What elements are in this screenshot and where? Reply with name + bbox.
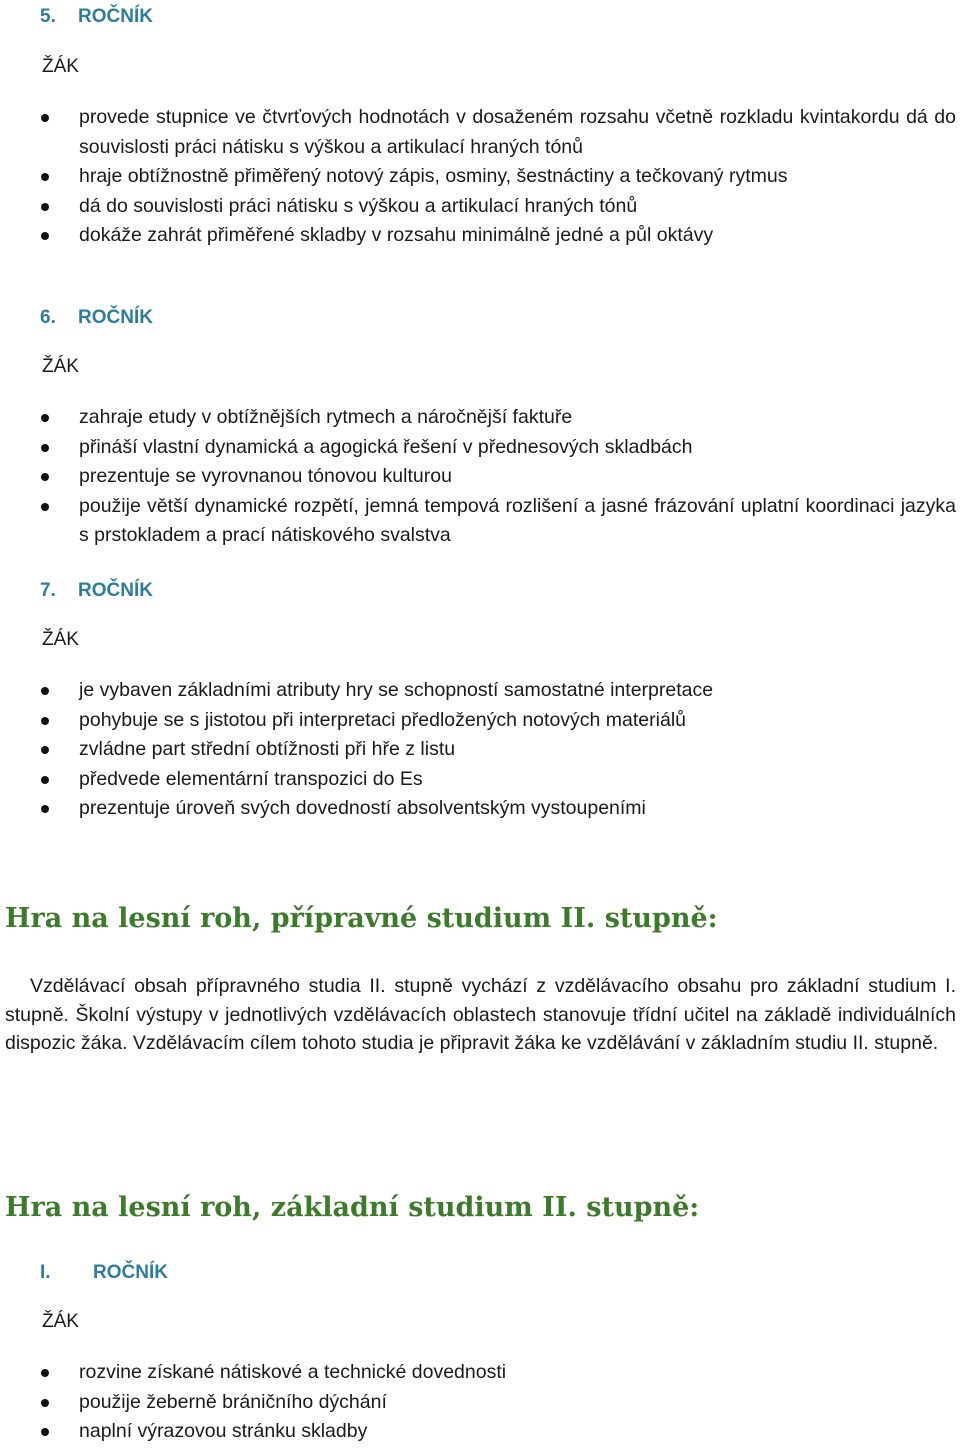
- pupil-label: ŽÁK: [42, 56, 79, 77]
- preparatory-study-title: Hra na lesní roh, přípravné studium II. stupně:: [5, 903, 718, 934]
- list-item: je vybaven základními atributy hry se schopností samostatné interpretace: [0, 676, 956, 706]
- list-item: hraje obtížnostně přiměřený notový zápis, osminy, šestnáctiny a tečkovaný rytmus: [0, 162, 956, 192]
- grade-label: ROČNÍK: [93, 1262, 168, 1283]
- grade-6-outcomes: [0, 403, 956, 551]
- grade-5-outcomes: [0, 103, 956, 251]
- grade-label: ROČNÍK: [78, 580, 153, 601]
- grade-i-outcomes: [0, 1358, 956, 1447]
- grade-7-outcomes: [0, 676, 956, 824]
- list-item: prezentuje se vyrovnanou tónovou kulturou: [0, 462, 956, 492]
- list-item: použije žeberně bráničního dýchání: [0, 1388, 956, 1418]
- list-item: pohybuje se s jistotou při interpretaci předložených notových materiálů: [0, 706, 956, 736]
- list-item: zvládne part střední obtížnosti při hře z listu: [0, 735, 956, 765]
- list-item: zahraje etudy v obtížnějších rytmech a náročnější faktuře: [0, 403, 956, 433]
- grade-label: ROČNÍK: [78, 6, 153, 27]
- grade-7-heading: [40, 580, 153, 602]
- list-item: rozvine získané nátiskové a technické dovednosti: [0, 1358, 956, 1388]
- list-item: dokáže zahrát přiměřené skladby v rozsahu minimálně jedné a půl oktávy: [0, 221, 956, 251]
- list-item: dá do souvislosti práci nátisku s výškou a artikulací hraných tónů: [0, 192, 956, 222]
- grade-number: I.: [40, 1262, 51, 1283]
- pupil-label: ŽÁK: [42, 629, 79, 650]
- basic-study-title: Hra na lesní roh, základní studium II. stupně:: [5, 1192, 700, 1223]
- pupil-label: ŽÁK: [42, 1311, 79, 1332]
- grade-6-heading: [40, 307, 153, 329]
- list-item: provede stupnice ve čtvrťových hodnotách v dosaženém rozsahu včetně rozkladu kvintakordu dá do souvislosti práci nátisku s výškou a artikulací hraných tónů: [0, 103, 956, 162]
- preparatory-study-text: Vzdělávací obsah přípravného studia II. stupně vychází z vzdělávacího obsahu pro základní studium I. stupně. Školní výstupy v jednotlivých vzdělávacích oblastech stanovuje třídní učitel na základě individuálních dispozic žáka. Vzdělávacím cílem tohoto studia je připravit žáka ke vzdělávání v základním studiu II. stupně.: [5, 975, 956, 1054]
- pupil-label: ŽÁK: [42, 356, 79, 377]
- grade-number: 7.: [40, 580, 56, 601]
- grade-number: 5.: [40, 6, 56, 27]
- grade-5-heading: [40, 6, 153, 28]
- grade-number: 6.: [40, 307, 56, 328]
- list-item: předvede elementární transpozici do Es: [0, 765, 956, 795]
- grade-label: ROČNÍK: [78, 307, 153, 328]
- grade-i-heading: [40, 1262, 168, 1284]
- list-item: použije větší dynamické rozpětí, jemná tempová rozlišení a jasné frázování uplatní koordinaci jazyka s prstokladem a prací nátiskového svalstva: [0, 492, 956, 551]
- list-item: naplní výrazovou stránku skladby: [0, 1417, 956, 1447]
- list-item: přináší vlastní dynamická a agogická řešení v přednesových skladbách: [0, 433, 956, 463]
- list-item: prezentuje úroveň svých dovedností absolventským vystoupeními: [0, 794, 956, 824]
